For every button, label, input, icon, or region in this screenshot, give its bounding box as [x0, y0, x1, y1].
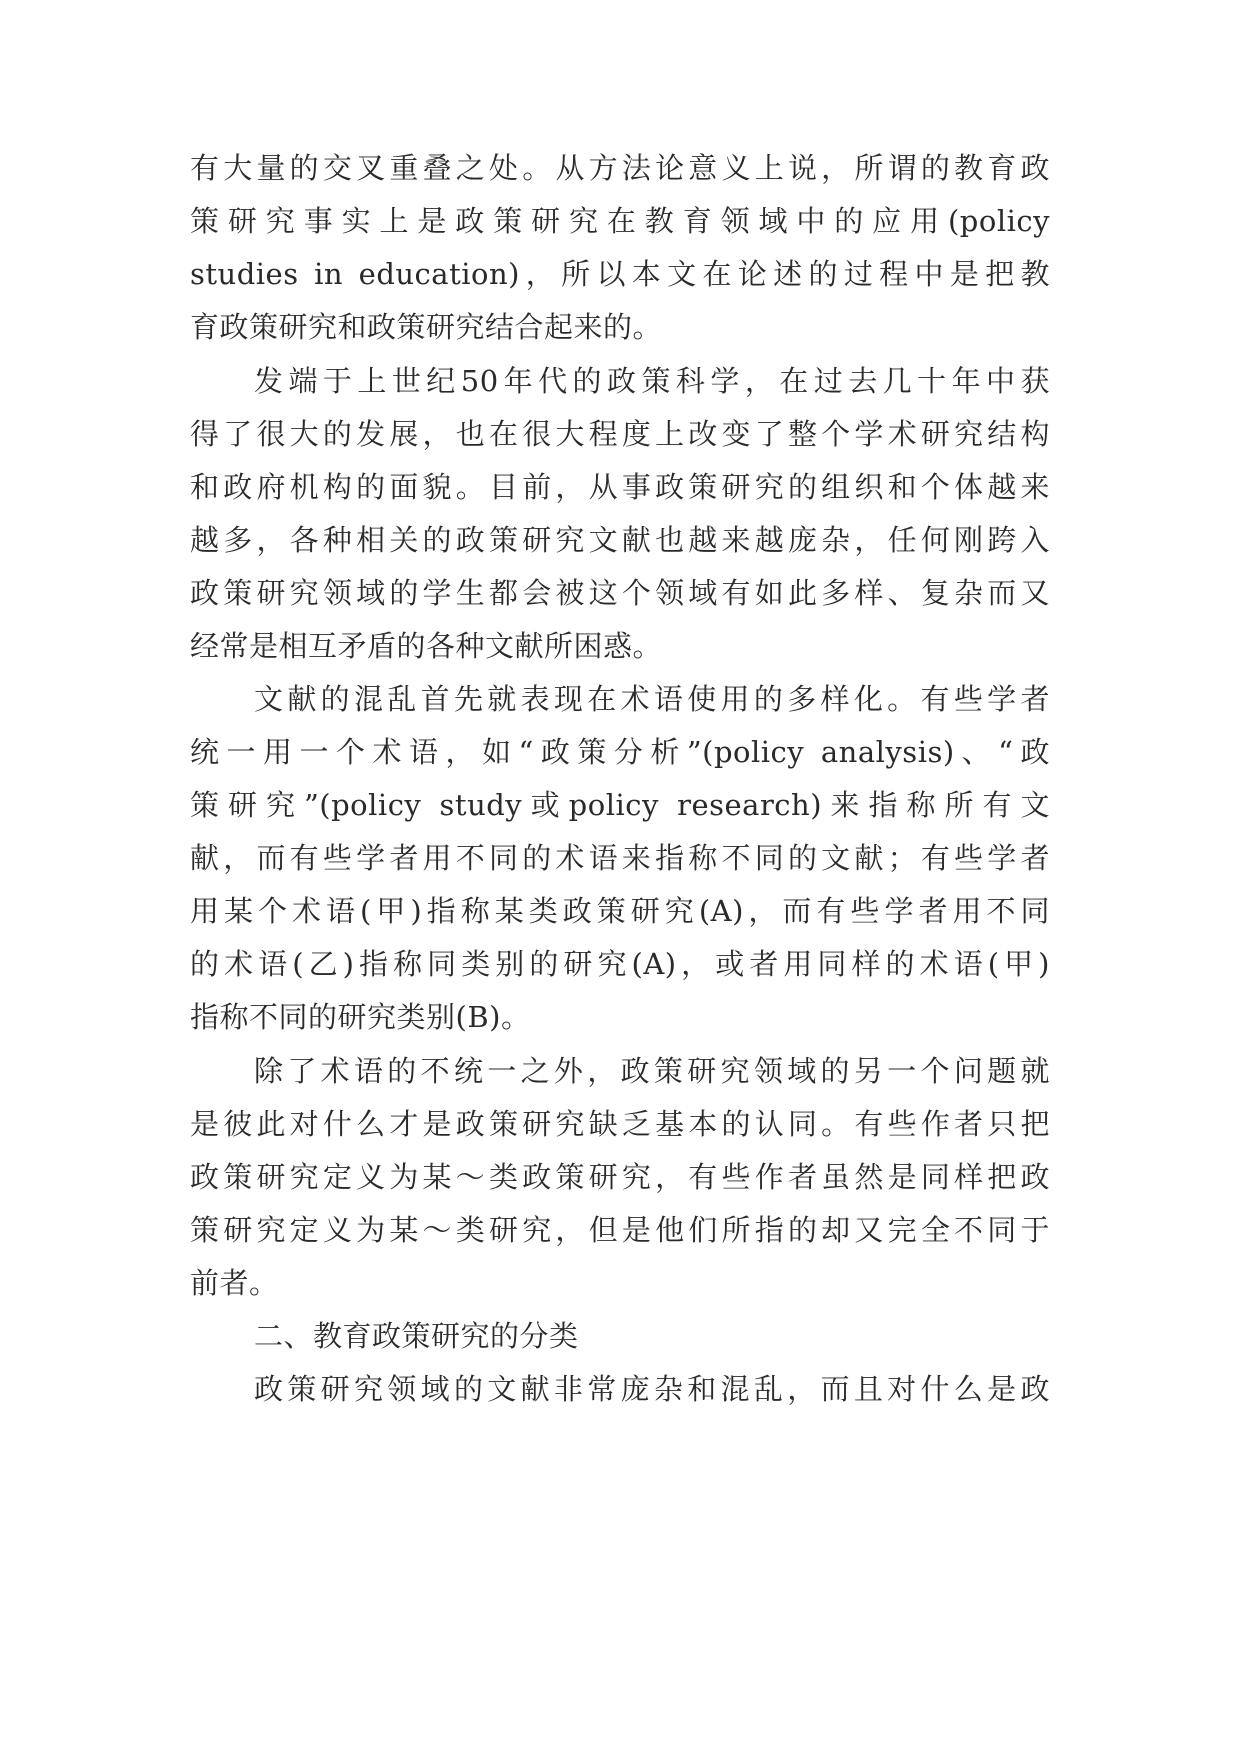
text-line: 用某个术语(甲)指称某类政策研究(A)，而有些学者用不同 — [190, 894, 1050, 928]
paragraph-first-line: 政策研究领域的文献非常庞杂和混乱，而且对什么是政 — [254, 1372, 1050, 1406]
text-line: 政策研究领域的学生都会被这个领域有如此多样、复杂而又 — [190, 576, 1050, 610]
paragraph-first-line: 除了术语的不统一之外，政策研究领域的另一个问题就 — [254, 1054, 1050, 1088]
text-line: 育政策研究和政策研究结合起来的。 — [190, 310, 663, 344]
text-line: studies in education)，所以本文在论述的过程中是把教 — [190, 257, 1050, 291]
text-line: 前者。 — [190, 1266, 279, 1300]
text-line: 策研究”(policy study或policy research)来指称所有文 — [190, 788, 1050, 822]
text-line: 越多，各种相关的政策研究文献也越来越庞杂，任何刚跨入 — [190, 523, 1050, 557]
text-line: 有大量的交叉重叠之处。从方法论意义上说，所谓的教育政 — [190, 151, 1050, 185]
text-line: 得了很大的发展，也在很大程度上改变了整个学术研究结构 — [190, 417, 1050, 451]
text-line: 统一用一个术语，如“政策分析”(policy analysis)、“政 — [190, 735, 1050, 769]
text-line: 策研究事实上是政策研究在教育领域中的应用(policy — [190, 204, 1050, 238]
paragraph-first-line: 文献的混乱首先就表现在术语使用的多样化。有些学者 — [254, 682, 1050, 716]
text-line: 指称不同的研究类别(B)。 — [190, 1000, 531, 1034]
text-line: 经常是相互矛盾的各种文献所困惑。 — [190, 629, 663, 663]
section-heading: 二、教育政策研究的分类 — [254, 1319, 579, 1353]
paragraph-first-line: 发端于上世纪50年代的政策科学，在过去几十年中获 — [254, 364, 1050, 398]
text-line: 和政府机构的面貌。目前，从事政策研究的组织和个体越来 — [190, 470, 1050, 504]
text-line: 策研究定义为某～类研究，但是他们所指的却又完全不同于 — [190, 1213, 1050, 1247]
text-line: 政策研究定义为某～类政策研究，有些作者虽然是同样把政 — [190, 1160, 1050, 1194]
text-line: 是彼此对什么才是政策研究缺乏基本的认同。有些作者只把 — [190, 1107, 1050, 1141]
text-line: 的术语(乙)指称同类别的研究(A)，或者用同样的术语(甲) — [190, 947, 1050, 981]
text-line: 献，而有些学者用不同的术语来指称不同的文献；有些学者 — [190, 841, 1050, 875]
